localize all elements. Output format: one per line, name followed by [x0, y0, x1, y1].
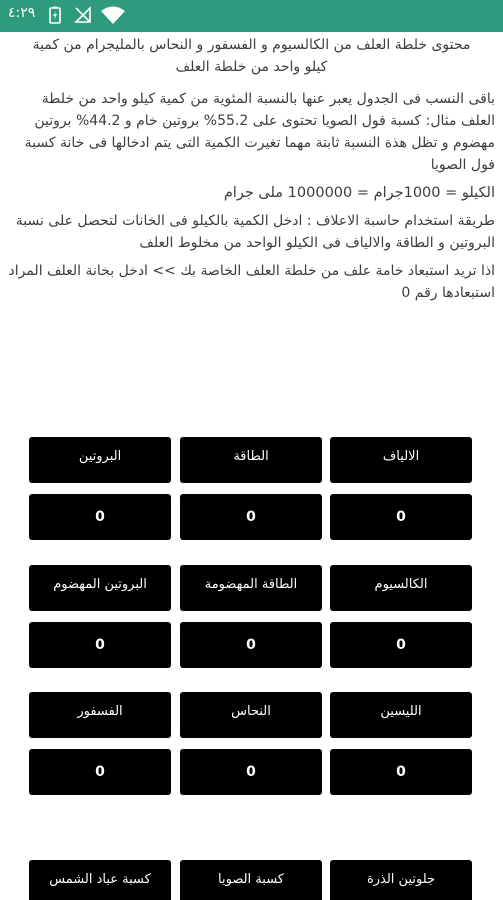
energy-label: الطاقة — [180, 437, 322, 483]
digestible-protein-label: البروتين المهضوم — [29, 565, 171, 611]
calcium-label: الكالسيوم — [330, 565, 472, 611]
digestible-energy-value: 0 — [180, 622, 322, 668]
energy-value: 0 — [180, 494, 322, 540]
battery-charging-icon — [46, 6, 64, 24]
lysine-label: الليسين — [330, 692, 472, 738]
soybean-meal-button[interactable]: كسبة الصويا — [180, 860, 322, 900]
no-signal-icon — [74, 6, 92, 24]
phosphorus-label: الفسفور — [29, 692, 171, 738]
phosphorus-value: 0 — [29, 749, 171, 795]
percentage-explanation: باقى النسب فى الجدول يعبر عنها بالنسبة المئوية من كمية كيلو واحد من خلطة العلف مثال: كسبة فول الصويا تحتوى على 55.2% بروتين خام و 44.2% بروتين مهضوم و تظل هذة النسبة ثابتة مهما تغيرت الكمية التى يتم ادخالها فى خانة كسبة فول الصويا — [24, 91, 495, 173]
usage-instructions: طريقة استخدام حاسبة الاعلاف : ادخل الكمية بالكيلو فى الخانات لتحصل على نسبة البروتين و الطاقة والالياف فى الكيلو الواحد من مخلوط العلف — [15, 213, 495, 251]
wifi-icon — [100, 6, 126, 24]
digestible-energy-label: الطاقة المهضومة — [180, 565, 322, 611]
lysine-value: 0 — [330, 749, 472, 795]
fiber-label: الالياف — [330, 437, 472, 483]
status-time: ٤:٢٩ — [8, 5, 36, 21]
protein-label: البروتين — [29, 437, 171, 483]
intro-paragraph: محتوى خلطة العلف من الكالسيوم و الفسفور و النحاس بالمليجرام من كمية كيلو واحد من خلطة العلف — [32, 37, 471, 75]
exclusion-note: اذا تريد استبعاد خامة علف من خلطة العلف الخاصة بك >> ادخل بخانة العلف المراد استبعادها رقم 0 — [8, 263, 495, 301]
digestible-protein-value: 0 — [29, 622, 171, 668]
instructions-text — [0, 32, 503, 392]
copper-value: 0 — [180, 749, 322, 795]
sunflower-meal-button[interactable]: كسبة عباد الشمس — [29, 860, 171, 900]
calcium-value: 0 — [330, 622, 472, 668]
unit-conversion: الكيلو = 1000جرام = 1000000 ملى جرام — [223, 185, 495, 201]
status-bar — [0, 0, 503, 32]
corn-gluten-button[interactable]: جلوتين الذرة — [330, 860, 472, 900]
protein-value: 0 — [29, 494, 171, 540]
fiber-value: 0 — [330, 494, 472, 540]
copper-label: النحاس — [180, 692, 322, 738]
